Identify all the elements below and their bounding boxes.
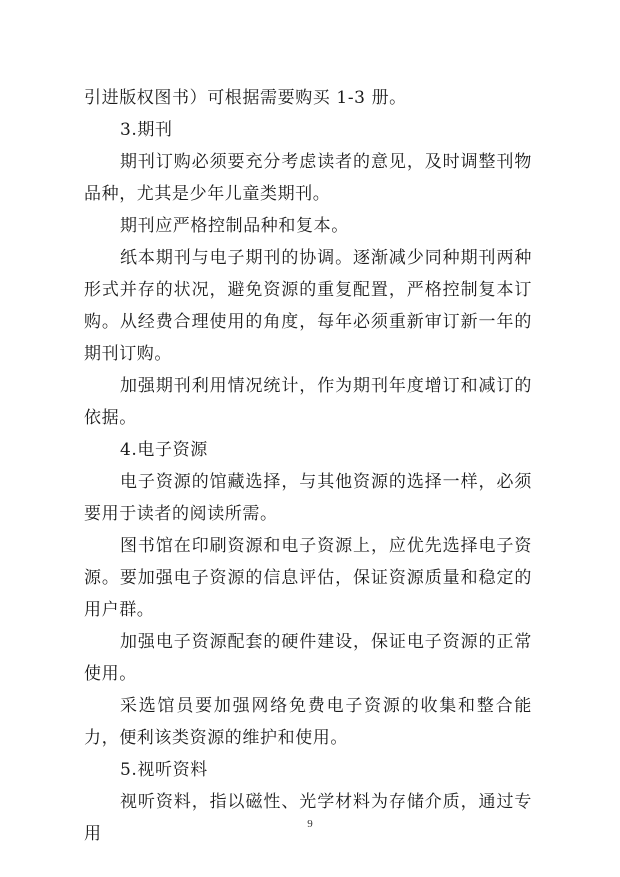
section-heading-electronic-resources: 4.电子资源: [120, 440, 208, 460]
page-number: 9: [307, 818, 313, 830]
paragraph: 加强电子资源配套的硬件建设，保证电子资源的正常使用。: [84, 632, 532, 684]
paragraph-continuation: 引进版权图书）可根据需要购买 1-3 册。: [84, 88, 407, 108]
section-heading-audiovisual: 5.视听资料: [120, 760, 208, 780]
paragraph: 视听资料，指以磁性、光学材料为存储介质，通过专用: [84, 792, 532, 844]
body-text: [84, 82, 532, 850]
paragraph: 图书馆在印刷资源和电子资源上，应优先选择电子资源。要加强电子资源的信息评估，保证资源质量和稳定的用户群。: [84, 536, 532, 620]
paragraph: 电子资源的馆藏选择，与其他资源的选择一样，必须要用于读者的阅读所需。: [84, 472, 532, 524]
paragraph: 期刊应严格控制品种和复本。: [120, 216, 349, 236]
paragraph: 采选馆员要加强网络免费电子资源的收集和整合能力，便利该类资源的维护和使用。: [84, 696, 532, 748]
paragraph: 期刊订购必须要充分考虑读者的意见，及时调整刊物品种，尤其是少年儿童类期刊。: [84, 152, 532, 204]
section-heading-periodicals: 3.期刊: [120, 120, 173, 140]
paragraph: 加强期刊利用情况统计，作为期刊年度增订和减订的依据。: [84, 376, 532, 428]
paragraph: 纸本期刊与电子期刊的协调。逐渐减少同种期刊两种形式并存的状况，避免资源的重复配置，严格控制复本订购。从经费合理使用的角度，每年必须重新审订新一年的期刊订购。: [84, 248, 532, 364]
